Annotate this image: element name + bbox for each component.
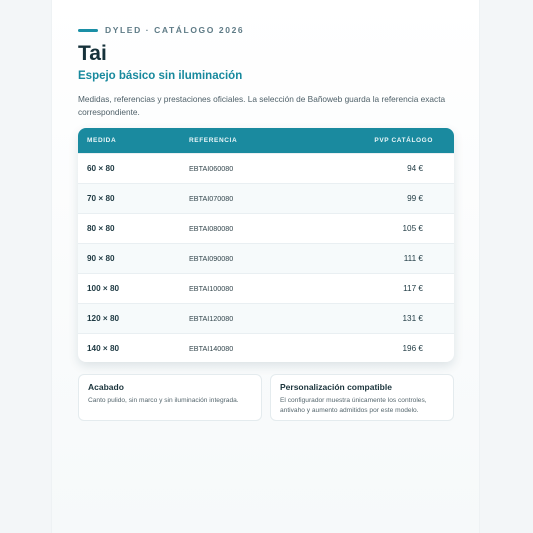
cell-price: 105 € xyxy=(402,224,423,233)
cell-reference: EBTAI100080 xyxy=(189,284,234,293)
table-row xyxy=(78,183,454,213)
customization-card-title: Personalización compatible xyxy=(280,382,392,392)
table-row xyxy=(78,333,454,362)
catalog-eyebrow xyxy=(78,25,244,35)
table-row xyxy=(78,213,454,243)
finish-card-title: Acabado xyxy=(88,382,124,392)
customization-card xyxy=(270,374,454,421)
finish-card xyxy=(78,374,262,421)
header-referencia: REFERENCIA xyxy=(189,137,238,144)
cell-size: 100 × 80 xyxy=(87,284,120,293)
cell-reference: EBTAI120080 xyxy=(189,314,234,323)
cell-price: 117 € xyxy=(403,284,423,293)
cell-size: 140 × 80 xyxy=(87,344,120,353)
finish-card-text: Canto pulido, sin marco y sin iluminación integrada. xyxy=(88,397,239,404)
cell-size: 70 × 80 xyxy=(87,194,115,203)
cell-reference: EBTAI070080 xyxy=(189,194,234,203)
cell-reference: EBTAI090080 xyxy=(189,254,234,263)
price-table xyxy=(78,128,454,362)
cell-reference: EBTAI140080 xyxy=(189,344,234,353)
cell-size: 80 × 80 xyxy=(87,224,115,233)
cell-size: 120 × 80 xyxy=(87,314,120,323)
eyebrow-text: DYLED · CATÁLOGO 2026 xyxy=(105,25,245,35)
cell-price: 99 € xyxy=(407,194,423,203)
cell-price: 111 € xyxy=(403,254,423,263)
cell-price: 94 € xyxy=(407,164,423,173)
cell-price: 131 € xyxy=(402,314,423,323)
customization-card-text: El configurador muestra únicamente los controles, antivaho y aumento admitidos por este modelo. xyxy=(280,397,427,414)
table-row xyxy=(78,153,454,183)
table-body xyxy=(78,153,454,362)
cell-size: 60 × 80 xyxy=(87,164,115,173)
page-title: Tai xyxy=(78,42,107,65)
table-row xyxy=(78,273,454,303)
accent-bar xyxy=(78,29,98,32)
page-subtitle: Espejo básico sin iluminación xyxy=(78,70,243,82)
table-header xyxy=(78,128,454,153)
table-row xyxy=(78,303,454,333)
cell-price: 196 € xyxy=(402,344,423,353)
cell-reference: EBTAI080080 xyxy=(189,224,234,233)
header-pvp: PVP CATÁLOGO xyxy=(374,137,433,144)
header-medida: MEDIDA xyxy=(87,137,117,144)
cell-reference: EBTAI060080 xyxy=(189,164,234,173)
cell-size: 90 × 80 xyxy=(87,254,115,263)
table-row xyxy=(78,243,454,273)
intro-text: Medidas, referencias y prestaciones oficiales. La selección de Bañoweb guarda la referencia exacta correspondiente. xyxy=(78,94,446,117)
